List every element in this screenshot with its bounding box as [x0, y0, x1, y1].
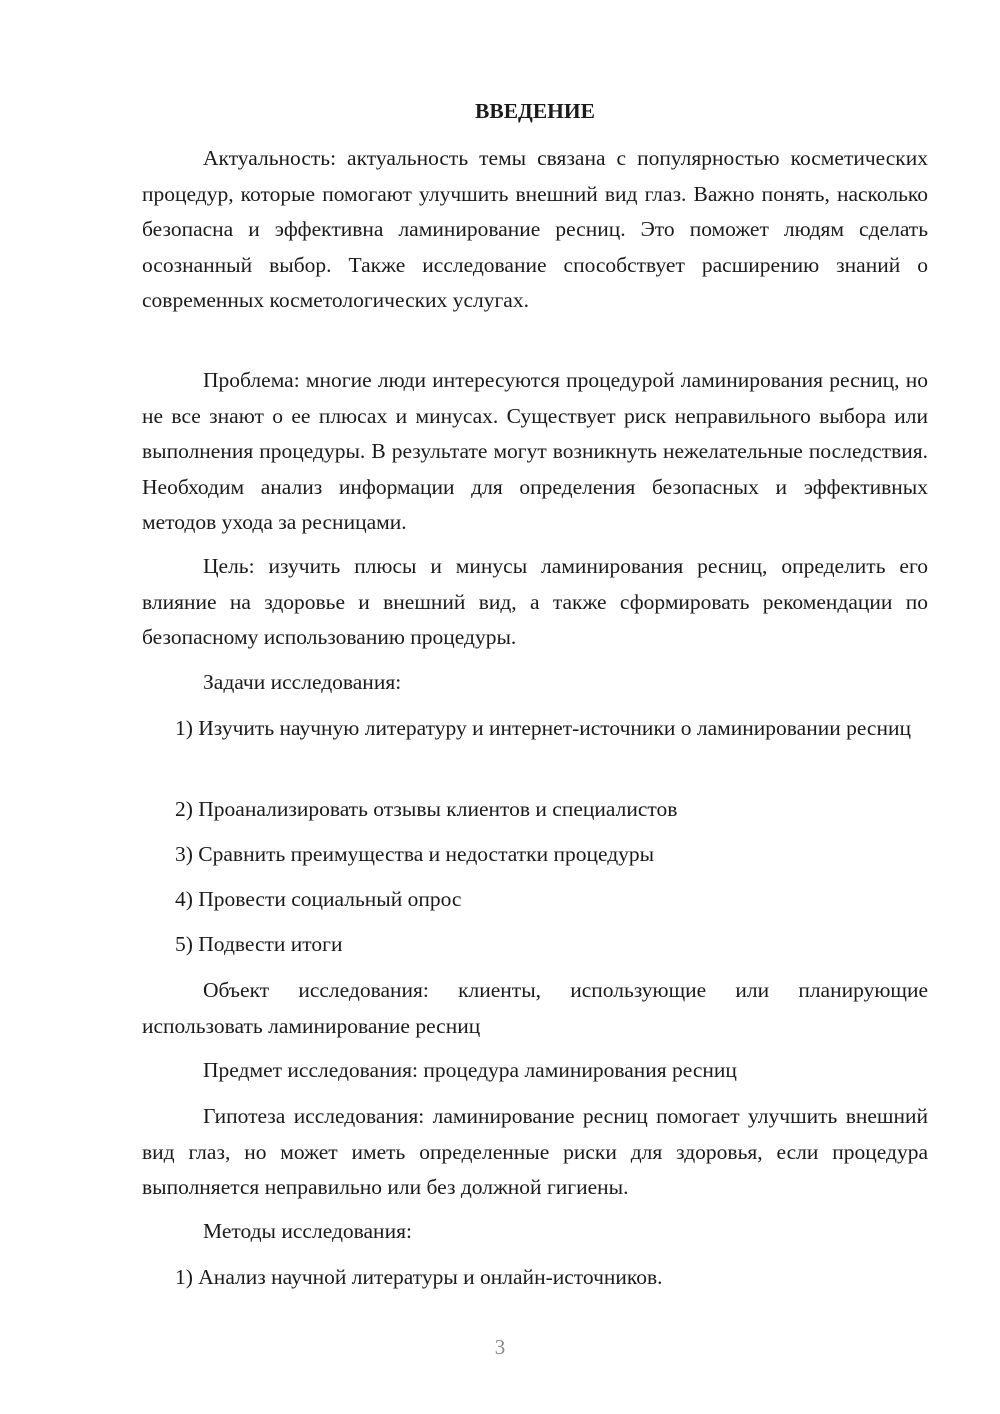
page-number: 3	[494, 1335, 506, 1359]
task-item-5: 5) Подвести итоги	[175, 932, 343, 956]
object-paragraph: Объект исследования: клиенты, использующие или планирующие использовать ламинирование ресниц	[142, 978, 928, 1038]
relevance-paragraph: Актуальность: актуальность темы связана с популярностью косметических процедур, которые помогают улучшить внешний вид глаз. Важно понять, насколько безопасна и эффективна ламинирование ресниц. Это поможет людям сделать осознанный выбор. Также исследование способствует расширению знаний о современных косметологических услугах.	[142, 146, 928, 312]
section-title: ВВЕДЕНИЕ	[475, 99, 595, 123]
method-item-1: 1) Анализ научной литературы и онлайн-источников.	[175, 1265, 663, 1289]
methods-heading: Методы исследования:	[203, 1219, 412, 1243]
task-item-3: 3) Сравнить преимущества и недостатки процедуры	[175, 842, 655, 866]
subject-paragraph: Предмет исследования: процедура ламинирования ресниц	[203, 1058, 737, 1082]
goal-paragraph: Цель: изучить плюсы и минусы ламинирования ресниц, определить его влияние на здоровье и внешний вид, а также сформировать рекомендации по безопасному использованию процедуры.	[142, 554, 928, 649]
task-item-1: 1) Изучить научную литературу и интернет-источники о ламинировании ресниц	[175, 716, 911, 740]
task-item-4: 4) Провести социальный опрос	[175, 887, 462, 911]
task-item-2: 2) Проанализировать отзывы клиентов и специалистов	[175, 797, 678, 821]
problem-paragraph: Проблема: многие люди интересуются процедурой ламинирования ресниц, но не все знают о ее плюсах и минусах. Существует риск неправильного выбора или выполнения процедуры. В результате могут возникнуть нежелательные последствия. Необходим анализ информации для определения безопасных и эффективных методов ухода за ресницами.	[142, 368, 928, 534]
hypothesis-paragraph: Гипотеза исследования: ламинирование ресниц помогает улучшить внешний вид глаз, но может иметь определенные риски для здоровья, если процедура выполняется неправильно или без должной гигиены.	[142, 1104, 928, 1199]
tasks-heading: Задачи исследования:	[203, 670, 402, 694]
